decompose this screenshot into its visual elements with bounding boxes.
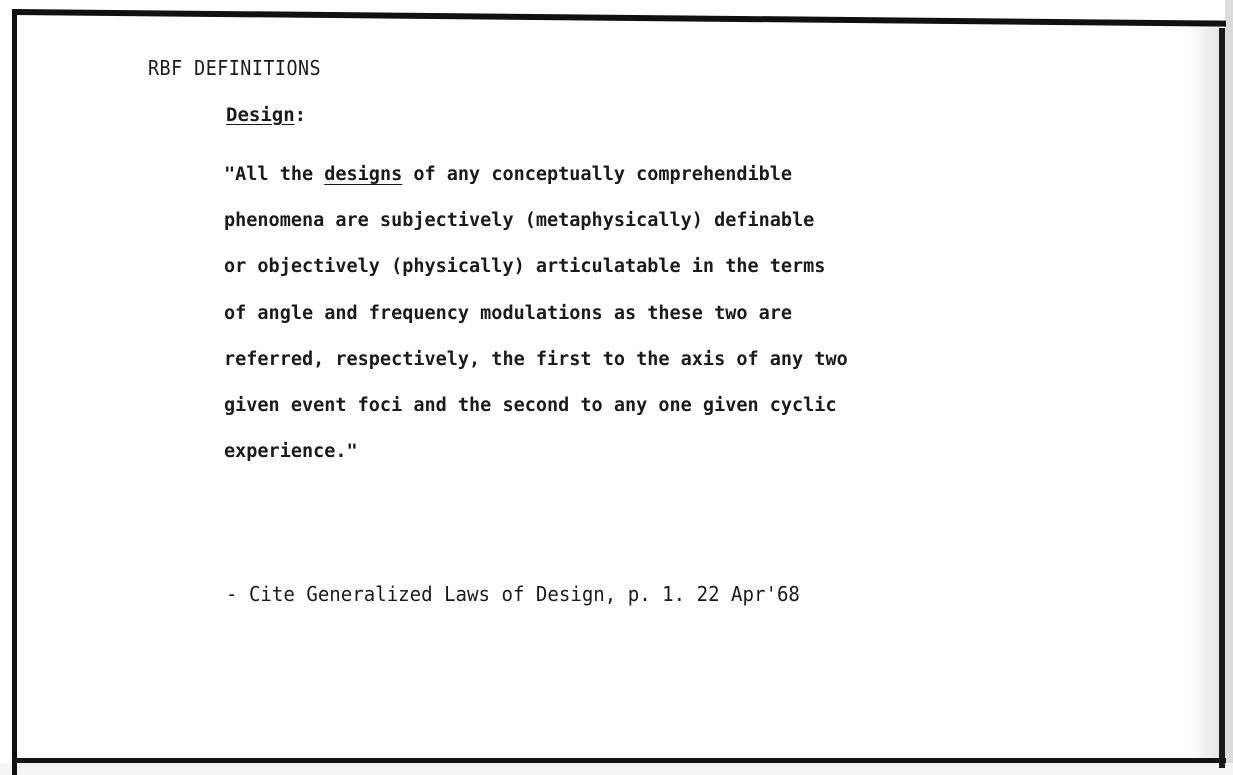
quote-line: phenomena are subjectively (metaphysically) definable [224, 210, 815, 232]
page-edge-shadow [1225, 0, 1233, 775]
quote-text: of any conceptually comprehendible [402, 164, 793, 185]
quote-line: given event foci and the second to any one given cyclic [224, 394, 837, 416]
definition-quote [224, 152, 848, 475]
quote-line [224, 152, 848, 198]
emphasized-word: designs [324, 164, 403, 185]
quote-line: or objectively (physically) articulatable in the terms [224, 256, 826, 278]
card-border-top [14, 9, 1226, 27]
quote-text: "All the [224, 164, 325, 185]
card-border-left [12, 9, 17, 775]
quote-line: experience." [224, 441, 358, 463]
definition-term [226, 104, 306, 126]
quote-line: of angle and frequency modulations as these two are [224, 302, 793, 324]
card-border-right [1219, 28, 1225, 768]
citation: - Cite Generalized Laws of Design, p. 1. 22 Apr'68 [226, 582, 800, 606]
card-border-bottom [14, 758, 1226, 763]
quote-line: referred, respectively, the first to the axis of any two [224, 348, 848, 370]
document-heading: RBF DEFINITIONS [148, 56, 322, 80]
term-word: Design [226, 104, 295, 126]
page-edge-shadow [1190, 20, 1220, 760]
term-colon: : [294, 104, 307, 126]
page-edge-shadow [0, 763, 1233, 775]
